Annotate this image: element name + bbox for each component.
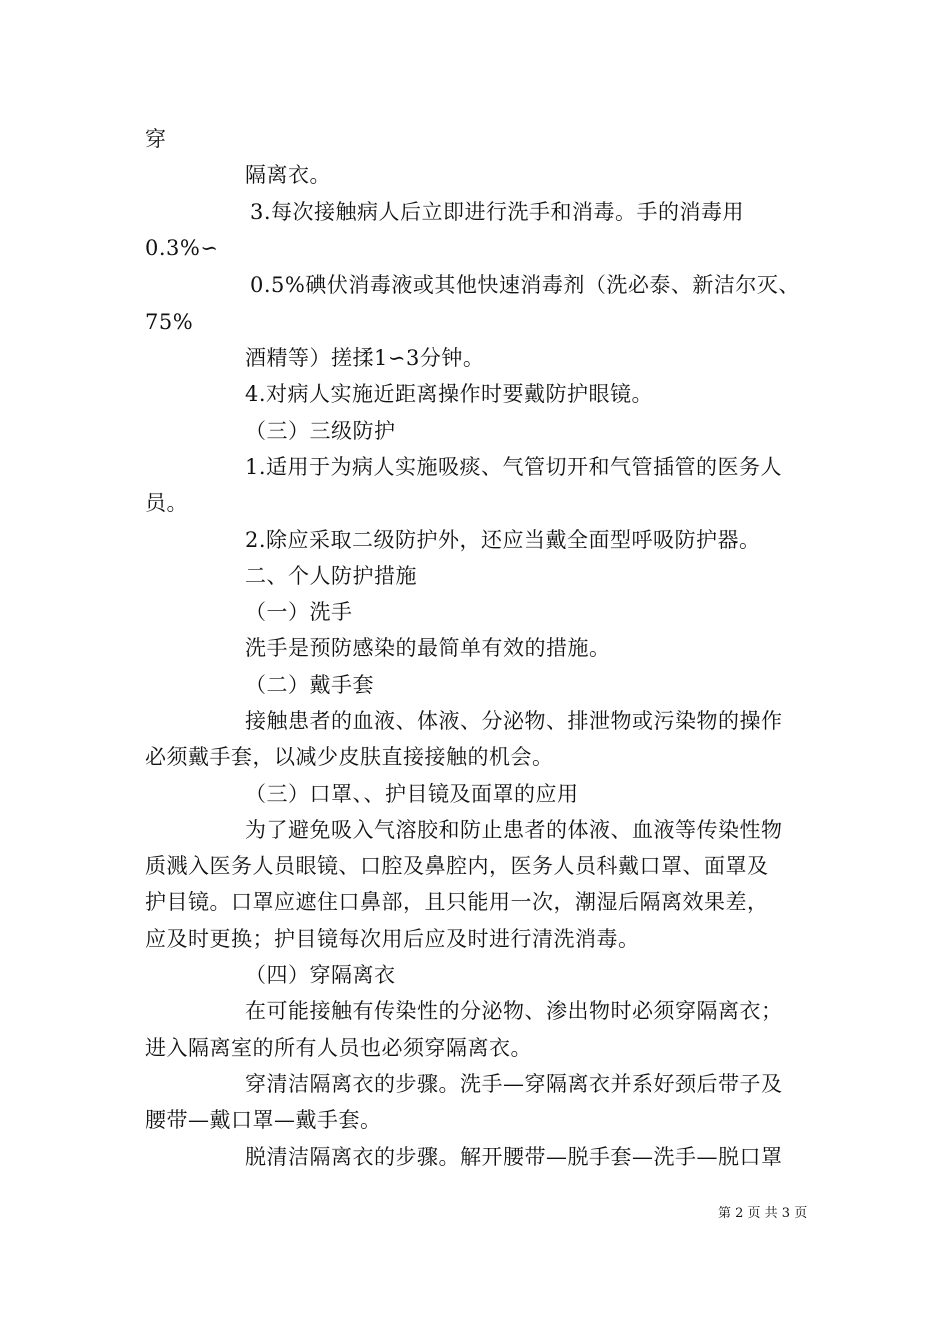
text-line: 2.除应采取二级防护外，还应当戴全面型呼吸防护器。 [245, 528, 761, 552]
text-line: 4.对病人实施近距离操作时要戴防护眼镜。 [245, 382, 654, 406]
text-line: 洗手是预防感染的最简单有效的措施。 [245, 636, 611, 660]
text-line: 必须戴手套，以减少皮肤直接接触的机会。 [145, 745, 554, 769]
text-line: 穿 [145, 127, 167, 151]
text-line: 75% [145, 310, 194, 334]
text-line: 0.5%碘伏消毒液或其他快速消毒剂（洗必泰、新洁尔灭、 [250, 273, 800, 297]
text-line: 接触患者的血液、体液、分泌物、排泄物或污染物的操作 [245, 709, 783, 733]
section-heading: （三）口罩、、护目镜及面罩的应用 [245, 782, 579, 806]
text-line: 隔离衣。 [245, 163, 331, 187]
text-line: 穿清洁隔离衣的步骤。洗手—穿隔离衣并系好颈后带子及 [245, 1072, 783, 1096]
text-line: 3.每次接触病人后立即进行洗手和消毒。手的消毒用 [250, 200, 745, 224]
section-heading: （四）穿隔离衣 [245, 963, 396, 987]
section-heading: 二、个人防护措施 [245, 564, 417, 588]
text-line: 脱清洁隔离衣的步骤。解开腰带—脱手套—洗手—脱口罩 [245, 1145, 783, 1169]
text-line: 应及时更换；护目镜每次用后应及时进行清洗消毒。 [145, 927, 640, 951]
text-line: 进入隔离室的所有人员也必须穿隔离衣。 [145, 1036, 532, 1060]
text-line: 为了避免吸入气溶胶和防止患者的体液、血液等传染性物 [245, 818, 783, 842]
section-heading: （一）洗手 [245, 600, 353, 624]
page-number-footer: 第 2 页 共 3 页 [718, 1206, 808, 1221]
text-line: 质溅入医务人员眼镜、口腔及鼻腔内，医务人员科戴口罩、面罩及 [145, 854, 769, 878]
section-heading: （二）戴手套 [245, 673, 374, 697]
text-line: 腰带—戴口罩—戴手套。 [145, 1108, 382, 1132]
text-line: 0.3%∽ [145, 236, 219, 260]
section-heading: （三）三级防护 [245, 419, 396, 443]
text-line: 员。 [145, 491, 188, 515]
text-line: 酒精等）搓揉1∽3分钟。 [245, 346, 485, 370]
text-line: 护目镜。口罩应遮住口鼻部，且只能用一次，潮湿后隔离效果差， [145, 890, 769, 914]
text-line: 1.适用于为病人实施吸痰、气管切开和气管插管的医务人 [245, 455, 783, 479]
text-line: 在可能接触有传染性的分泌物、渗出物时必须穿隔离衣； [245, 999, 783, 1023]
